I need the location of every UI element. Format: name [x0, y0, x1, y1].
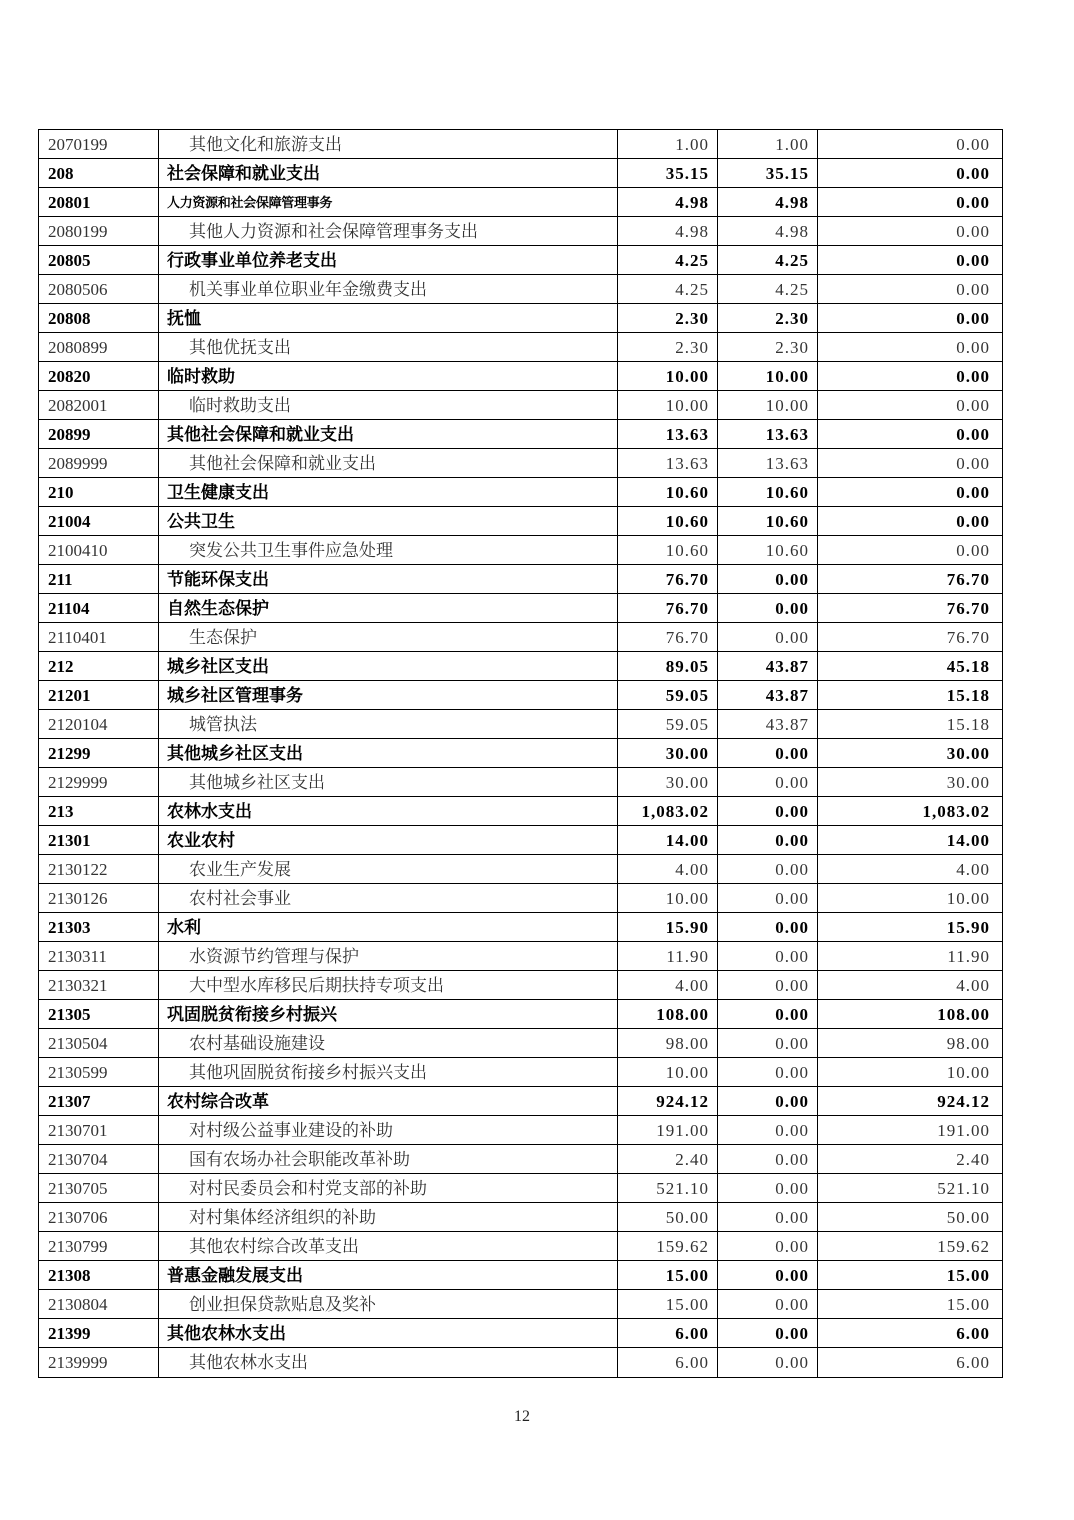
cell-name: 农村社会事业 [159, 884, 618, 912]
cell-name: 农村基础设施建设 [159, 1029, 618, 1057]
cell-amount-3: 0.00 [956, 250, 990, 270]
cell-name: 农业农村 [159, 826, 618, 854]
table-row [39, 1261, 1002, 1290]
cell-amount-1: 10.00 [618, 391, 718, 419]
table-row [39, 1290, 1002, 1319]
cell-amount-1: 2.40 [618, 1145, 718, 1173]
cell-amount-1: 15.90 [618, 913, 718, 941]
cell-amount-3: 521.10 [937, 1178, 990, 1198]
cell-amount-3: 30.00 [946, 743, 990, 763]
cell-amount-2: 0.00 [718, 1348, 818, 1377]
table-row [39, 246, 1002, 275]
table-row [39, 884, 1002, 913]
cell-name: 大中型水库移民后期扶持专项支出 [159, 971, 618, 999]
cell-amount-2: 4.25 [718, 275, 818, 303]
cell-code: 21004 [39, 507, 159, 535]
cell-amount-2: 0.00 [718, 1145, 818, 1173]
cell-name: 其他人力资源和社会保障管理事务支出 [159, 217, 618, 245]
cell-amount-3: 191.00 [937, 1120, 990, 1140]
cell-amount-1: 59.05 [618, 710, 718, 738]
cell-amount-2: 10.60 [718, 478, 818, 506]
cell-amount-2: 0.00 [718, 739, 818, 767]
cell-code: 2130122 [39, 855, 159, 883]
cell-amount-1: 1.00 [618, 130, 718, 158]
cell-amount-1: 35.15 [618, 159, 718, 187]
cell-amount-1: 1,083.02 [618, 797, 718, 825]
cell-code: 21104 [39, 594, 159, 622]
cell-amount-2: 0.00 [718, 594, 818, 622]
table-row [39, 391, 1002, 420]
cell-amount-2: 0.00 [718, 1319, 818, 1347]
table-row [39, 536, 1002, 565]
cell-amount-2: 0.00 [718, 1087, 818, 1115]
cell-name: 其他优抚支出 [159, 333, 618, 361]
table-row [39, 1319, 1002, 1348]
table-row [39, 1087, 1002, 1116]
table-row [39, 420, 1002, 449]
cell-amount-3: 0.00 [956, 163, 990, 183]
cell-code: 20808 [39, 304, 159, 332]
cell-amount-3: 76.70 [946, 569, 990, 589]
cell-amount-3: 0.00 [956, 134, 990, 154]
cell-amount-3: 98.00 [946, 1033, 990, 1053]
cell-amount-3: 0.00 [956, 192, 990, 212]
cell-name: 社会保障和就业支出 [159, 159, 618, 187]
cell-amount-1: 30.00 [618, 768, 718, 796]
cell-amount-1: 108.00 [618, 1000, 718, 1028]
table-row [39, 942, 1002, 971]
cell-name: 机关事业单位职业年金缴费支出 [159, 275, 618, 303]
cell-amount-3: 11.90 [947, 946, 990, 966]
cell-amount-3: 14.00 [946, 830, 990, 850]
cell-amount-1: 4.25 [618, 275, 718, 303]
cell-name: 行政事业单位养老支出 [159, 246, 618, 274]
table-row [39, 1116, 1002, 1145]
cell-name: 临时救助支出 [159, 391, 618, 419]
table-row [39, 1203, 1002, 1232]
table-row [39, 1029, 1002, 1058]
cell-code: 2110401 [39, 623, 159, 651]
cell-amount-2: 0.00 [718, 1000, 818, 1028]
cell-amount-2: 10.60 [718, 536, 818, 564]
table-row [39, 217, 1002, 246]
cell-name: 其他巩固脱贫衔接乡村振兴支出 [159, 1058, 618, 1086]
cell-amount-3: 10.00 [946, 888, 990, 908]
cell-amount-1: 10.60 [618, 536, 718, 564]
cell-amount-2: 13.63 [718, 420, 818, 448]
cell-amount-2: 10.00 [718, 391, 818, 419]
table-row [39, 449, 1002, 478]
table-row [39, 797, 1002, 826]
table-row [39, 304, 1002, 333]
cell-amount-1: 50.00 [618, 1203, 718, 1231]
cell-amount-3: 0.00 [956, 337, 990, 357]
cell-amount-1: 4.98 [618, 217, 718, 245]
cell-name: 其他社会保障和就业支出 [159, 420, 618, 448]
cell-amount-3: 76.70 [946, 627, 990, 647]
cell-name: 卫生健康支出 [159, 478, 618, 506]
cell-code: 2130704 [39, 1145, 159, 1173]
table-row [39, 1348, 1002, 1377]
cell-amount-3: 0.00 [956, 308, 990, 328]
cell-amount-1: 521.10 [618, 1174, 718, 1202]
cell-amount-1: 15.00 [618, 1290, 718, 1318]
table-row [39, 710, 1002, 739]
table-row [39, 1145, 1002, 1174]
cell-amount-1: 2.30 [618, 333, 718, 361]
table-row [39, 333, 1002, 362]
cell-amount-2: 0.00 [718, 1232, 818, 1260]
cell-amount-2: 1.00 [718, 130, 818, 158]
cell-name: 农业生产发展 [159, 855, 618, 883]
cell-name: 临时救助 [159, 362, 618, 390]
cell-amount-2: 10.60 [718, 507, 818, 535]
cell-code: 21305 [39, 1000, 159, 1028]
cell-amount-2: 0.00 [718, 565, 818, 593]
cell-amount-2: 0.00 [718, 1261, 818, 1289]
cell-amount-3: 15.18 [946, 714, 990, 734]
cell-name: 人力资源和社会保障管理事务 [159, 188, 618, 216]
cell-name: 其他社会保障和就业支出 [159, 449, 618, 477]
table-row [39, 971, 1002, 1000]
cell-amount-2: 0.00 [718, 768, 818, 796]
cell-amount-2: 0.00 [718, 855, 818, 883]
table-row [39, 362, 1002, 391]
cell-amount-1: 191.00 [618, 1116, 718, 1144]
table-row [39, 1000, 1002, 1029]
cell-code: 2129999 [39, 768, 159, 796]
cell-name: 其他农林水支出 [159, 1348, 618, 1377]
cell-code: 2139999 [39, 1348, 159, 1377]
cell-code: 21301 [39, 826, 159, 854]
table-row [39, 507, 1002, 536]
cell-amount-3: 0.00 [956, 424, 990, 444]
cell-amount-2: 0.00 [718, 942, 818, 970]
cell-amount-3: 6.00 [956, 1323, 990, 1343]
table-row [39, 478, 1002, 507]
cell-name: 自然生态保护 [159, 594, 618, 622]
cell-code: 2130705 [39, 1174, 159, 1202]
cell-code: 2130701 [39, 1116, 159, 1144]
cell-amount-1: 10.60 [618, 507, 718, 535]
cell-amount-2: 13.63 [718, 449, 818, 477]
cell-amount-3: 0.00 [956, 395, 990, 415]
cell-amount-3: 6.00 [956, 1353, 990, 1372]
cell-name: 对村级公益事业建设的补助 [159, 1116, 618, 1144]
cell-amount-2: 2.30 [718, 304, 818, 332]
cell-name: 城管执法 [159, 710, 618, 738]
table-row [39, 1232, 1002, 1261]
cell-amount-2: 0.00 [718, 1290, 818, 1318]
cell-code: 2130599 [39, 1058, 159, 1086]
cell-code: 211 [39, 565, 159, 593]
cell-amount-3: 15.90 [946, 917, 990, 937]
cell-amount-1: 924.12 [618, 1087, 718, 1115]
cell-code: 213 [39, 797, 159, 825]
cell-name: 抚恤 [159, 304, 618, 332]
cell-amount-2: 0.00 [718, 913, 818, 941]
cell-amount-2: 35.15 [718, 159, 818, 187]
cell-amount-2: 0.00 [718, 1058, 818, 1086]
table-row [39, 1058, 1002, 1087]
cell-code: 21308 [39, 1261, 159, 1289]
cell-code: 21307 [39, 1087, 159, 1115]
table-row [39, 1174, 1002, 1203]
cell-amount-3: 15.00 [946, 1294, 990, 1314]
table-row [39, 855, 1002, 884]
cell-code: 210 [39, 478, 159, 506]
table-row [39, 130, 1002, 159]
cell-amount-3: 2.40 [956, 1149, 990, 1169]
cell-name: 其他农林水支出 [159, 1319, 618, 1347]
cell-amount-2: 43.87 [718, 710, 818, 738]
cell-amount-3: 159.62 [937, 1236, 990, 1256]
cell-amount-3: 0.00 [956, 482, 990, 502]
cell-code: 208 [39, 159, 159, 187]
cell-amount-3: 108.00 [937, 1004, 990, 1024]
cell-amount-1: 4.98 [618, 188, 718, 216]
cell-amount-3: 4.00 [956, 975, 990, 995]
cell-name: 节能环保支出 [159, 565, 618, 593]
cell-code: 21399 [39, 1319, 159, 1347]
cell-amount-2: 0.00 [718, 623, 818, 651]
cell-amount-1: 76.70 [618, 565, 718, 593]
cell-name: 突发公共卫生事件应急处理 [159, 536, 618, 564]
cell-name: 农林水支出 [159, 797, 618, 825]
cell-amount-2: 4.98 [718, 217, 818, 245]
cell-name: 公共卫生 [159, 507, 618, 535]
cell-code: 2130321 [39, 971, 159, 999]
table-row [39, 159, 1002, 188]
cell-name: 对村集体经济组织的补助 [159, 1203, 618, 1231]
cell-amount-3: 76.70 [946, 598, 990, 618]
cell-code: 20801 [39, 188, 159, 216]
cell-name: 创业担保贷款贴息及奖补 [159, 1290, 618, 1318]
cell-name: 其他城乡社区支出 [159, 768, 618, 796]
cell-amount-1: 15.00 [618, 1261, 718, 1289]
cell-amount-1: 2.30 [618, 304, 718, 332]
cell-amount-3: 0.00 [956, 221, 990, 241]
cell-amount-3: 50.00 [946, 1207, 990, 1227]
cell-code: 2082001 [39, 391, 159, 419]
cell-name: 巩固脱贫衔接乡村振兴 [159, 1000, 618, 1028]
cell-amount-3: 0.00 [956, 366, 990, 386]
cell-amount-2: 43.87 [718, 681, 818, 709]
cell-amount-1: 76.70 [618, 623, 718, 651]
cell-amount-2: 0.00 [718, 797, 818, 825]
cell-amount-1: 10.00 [618, 884, 718, 912]
cell-name: 农村综合改革 [159, 1087, 618, 1115]
cell-name: 普惠金融发展支出 [159, 1261, 618, 1289]
cell-code: 20805 [39, 246, 159, 274]
cell-amount-2: 0.00 [718, 1174, 818, 1202]
cell-amount-2: 0.00 [718, 1203, 818, 1231]
cell-amount-1: 13.63 [618, 420, 718, 448]
cell-name: 城乡社区支出 [159, 652, 618, 680]
table-row [39, 188, 1002, 217]
cell-name: 城乡社区管理事务 [159, 681, 618, 709]
cell-amount-1: 10.00 [618, 1058, 718, 1086]
cell-amount-3: 30.00 [946, 772, 990, 792]
cell-name: 对村民委员会和村党支部的补助 [159, 1174, 618, 1202]
cell-amount-2: 0.00 [718, 884, 818, 912]
cell-amount-1: 11.90 [618, 942, 718, 970]
cell-amount-1: 10.00 [618, 362, 718, 390]
cell-amount-1: 4.00 [618, 971, 718, 999]
cell-amount-3: 0.00 [956, 453, 990, 473]
table-row [39, 594, 1002, 623]
cell-code: 2080199 [39, 217, 159, 245]
cell-amount-3: 0.00 [956, 540, 990, 560]
table-row [39, 565, 1002, 594]
cell-amount-3: 15.18 [946, 685, 990, 705]
table-row [39, 652, 1002, 681]
cell-amount-2: 4.98 [718, 188, 818, 216]
cell-amount-3: 924.12 [937, 1091, 990, 1111]
cell-code: 2130504 [39, 1029, 159, 1057]
cell-amount-2: 0.00 [718, 1116, 818, 1144]
cell-amount-2: 0.00 [718, 971, 818, 999]
cell-code: 2130706 [39, 1203, 159, 1231]
cell-amount-2: 2.30 [718, 333, 818, 361]
cell-amount-1: 89.05 [618, 652, 718, 680]
cell-name: 其他农村综合改革支出 [159, 1232, 618, 1260]
cell-amount-3: 1,083.02 [922, 801, 990, 821]
cell-name: 生态保护 [159, 623, 618, 651]
cell-code: 21303 [39, 913, 159, 941]
cell-amount-1: 4.25 [618, 246, 718, 274]
cell-code: 2070199 [39, 130, 159, 158]
cell-code: 20899 [39, 420, 159, 448]
cell-amount-3: 45.18 [946, 656, 990, 676]
cell-code: 2130799 [39, 1232, 159, 1260]
cell-amount-2: 0.00 [718, 1029, 818, 1057]
cell-amount-1: 159.62 [618, 1232, 718, 1260]
cell-code: 2130311 [39, 942, 159, 970]
cell-code: 21201 [39, 681, 159, 709]
table-row [39, 913, 1002, 942]
table-row [39, 739, 1002, 768]
cell-code: 2130126 [39, 884, 159, 912]
cell-amount-1: 13.63 [618, 449, 718, 477]
cell-code: 2100410 [39, 536, 159, 564]
cell-name: 其他文化和旅游支出 [159, 130, 618, 158]
cell-code: 20820 [39, 362, 159, 390]
cell-amount-1: 10.60 [618, 478, 718, 506]
cell-amount-3: 10.00 [946, 1062, 990, 1082]
cell-amount-1: 14.00 [618, 826, 718, 854]
cell-amount-2: 43.87 [718, 652, 818, 680]
cell-name: 水利 [159, 913, 618, 941]
table-row [39, 275, 1002, 304]
cell-amount-2: 4.25 [718, 246, 818, 274]
cell-name: 其他城乡社区支出 [159, 739, 618, 767]
cell-amount-3: 15.00 [946, 1265, 990, 1285]
table-row [39, 681, 1002, 710]
cell-name: 水资源节约管理与保护 [159, 942, 618, 970]
cell-code: 21299 [39, 739, 159, 767]
cell-code: 2120104 [39, 710, 159, 738]
cell-amount-1: 4.00 [618, 855, 718, 883]
cell-code: 2130804 [39, 1290, 159, 1318]
cell-amount-1: 30.00 [618, 739, 718, 767]
cell-amount-1: 6.00 [618, 1319, 718, 1347]
table-row [39, 768, 1002, 797]
cell-amount-1: 98.00 [618, 1029, 718, 1057]
cell-amount-1: 76.70 [618, 594, 718, 622]
budget-table [38, 129, 1003, 1378]
cell-amount-1: 6.00 [618, 1348, 718, 1377]
table-row [39, 826, 1002, 855]
cell-amount-3: 0.00 [956, 511, 990, 531]
cell-amount-3: 4.00 [956, 859, 990, 879]
table-row [39, 623, 1002, 652]
cell-code: 212 [39, 652, 159, 680]
cell-code: 2080506 [39, 275, 159, 303]
cell-code: 2089999 [39, 449, 159, 477]
cell-amount-2: 0.00 [718, 826, 818, 854]
cell-amount-3: 0.00 [956, 279, 990, 299]
cell-code: 2080899 [39, 333, 159, 361]
cell-name: 国有农场办社会职能改革补助 [159, 1145, 618, 1173]
cell-amount-2: 10.00 [718, 362, 818, 390]
page-number: 12 [514, 1408, 530, 1425]
cell-amount-1: 59.05 [618, 681, 718, 709]
